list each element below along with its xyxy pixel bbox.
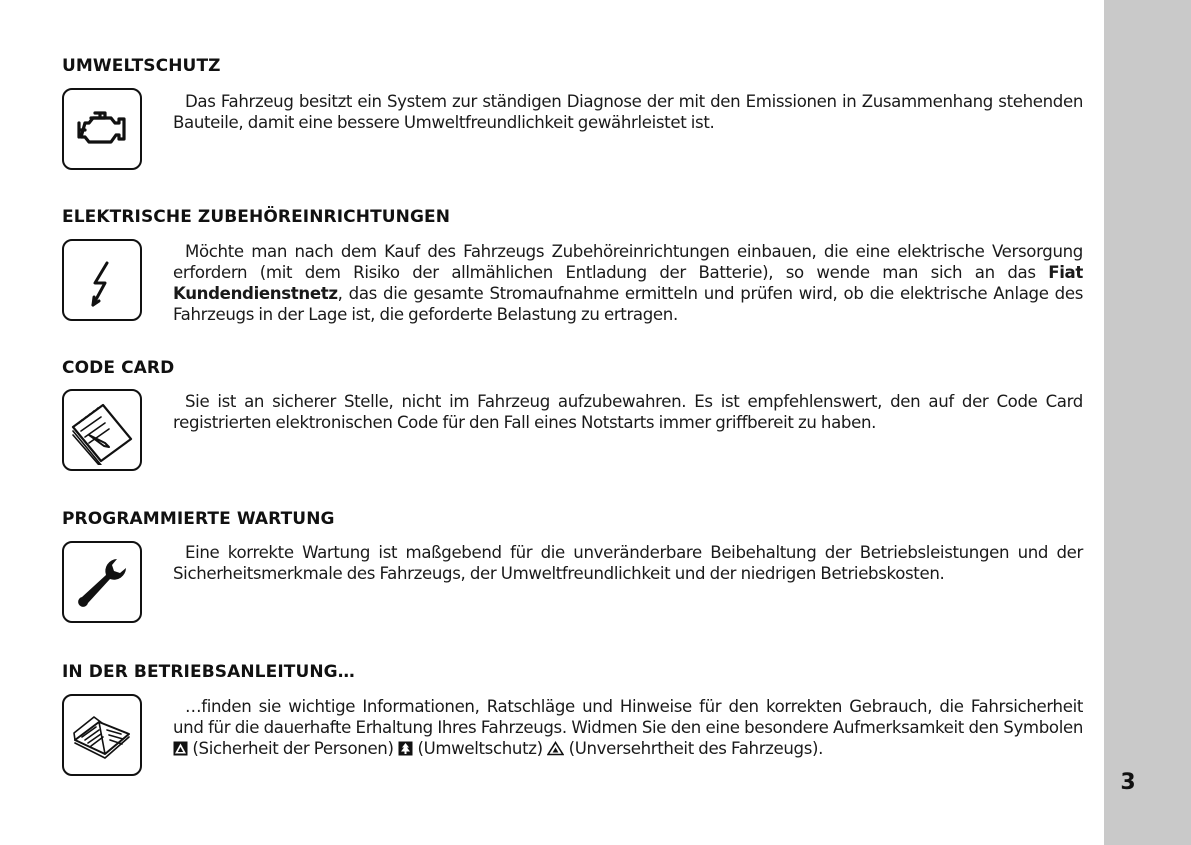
section-programmierte-wartung (62, 509, 1084, 583)
environment-warning-icon (398, 741, 413, 756)
wrench-icon (62, 541, 142, 623)
lightning-icon (62, 239, 142, 321)
bold-service-network: Fiat Kundendienstnetz (173, 263, 1083, 303)
warning-person-icon (173, 741, 188, 756)
open-book-icon (62, 694, 142, 776)
section-heading: IN DER BETRIEBSANLEITUNG… (62, 662, 355, 682)
section-heading: UMWELTSCHUTZ (62, 56, 221, 76)
section-text: Das Fahrzeug besitzt ein System zur ständigen Diagnose der mit den Emissionen in Zusammenhang stehenden Bauteile, damit eine bessere Umweltfreundlichkeit gewährleistet ist. (173, 92, 1083, 132)
vehicle-warning-icon (547, 741, 564, 756)
section-heading: ELEKTRISCHE ZUBEHÖREINRICHTUNGEN (62, 207, 451, 227)
section-heading: PROGRAMMIERTE WARTUNG (62, 509, 335, 529)
engine-icon (62, 88, 142, 170)
section-umweltschutz (62, 56, 1084, 132)
section-code-card (62, 358, 1084, 432)
section-text: Sie ist an sicherer Stelle, nicht im Fahrzeug aufzubewahren. Es ist empfehlenswert, den auf der Code Card registrierten elektronischen Code für den Fall eines Notstarts immer griffbereit zu haben. (173, 392, 1083, 432)
section-text: Eine korrekte Wartung ist maßgebend für die unveränderbare Beibehaltung der Betriebsleistungen und der Sicherheitsmerkmale des Fahrzeugs, der Umweltfreundlichkeit und der niedrigen Betriebskosten. (173, 543, 1083, 583)
section-text: …finden sie wichtige Informationen, Ratschläge und Hinweise für den korrekten Gebrauch, die Fahrsicherheit und für die dauerhafte Erhaltung Ihres Fahrzeugs. Widmen Sie den eine besondere Aufmerksamkeit den Symbolen (Sicherheit der Personen) (Umweltschutz) (Unversehrtheit des Fahrzeugs). (173, 697, 1083, 758)
section-heading: CODE CARD (62, 358, 175, 378)
section-elektrische-zubehoer (62, 207, 1084, 324)
page-number: 3 (1120, 770, 1136, 795)
section-betriebsanleitung (62, 662, 1084, 758)
notepad-icon (62, 389, 142, 471)
page-side-bar (1104, 0, 1191, 845)
section-text: Möchte man nach dem Kauf des Fahrzeugs Zubehöreinrichtungen einbauen, die eine elektrische Versorgung erfordern (mit dem Risiko der allmählichen Entladung der Batterie), so wende man sich an das Fiat Kundendienstnetz, das die gesamte Stromaufnahme ermitteln und prüfen wird, ob die elektrische Anlage des Fahrzeugs in der Lage ist, die geforderte Belastung zu ertragen. (173, 242, 1083, 324)
